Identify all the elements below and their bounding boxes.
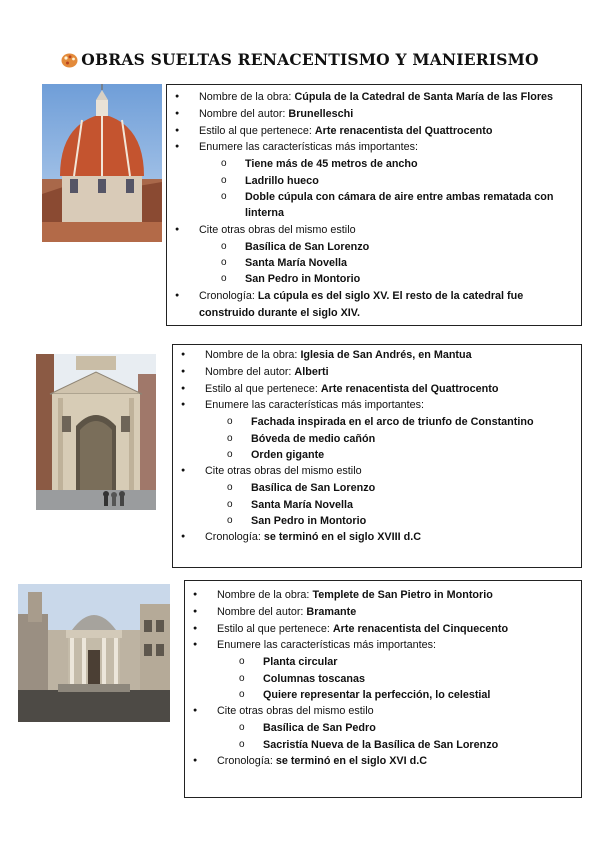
characteristic-item: o Bóveda de medio cañón (205, 431, 581, 447)
characteristic-item: o Doble cúpula con cámara de aire entre ambas rematada con linterna (199, 189, 581, 222)
characteristic-item: o Columnas toscanas (217, 671, 581, 687)
church-facade-photo (36, 354, 156, 510)
other-work-item: o Sacristía Nueva de la Basílica de San Lorenzo (217, 737, 581, 753)
other-work-item: o Basílica de San Lorenzo (205, 480, 581, 496)
work-chronology-item: ● Cronología: La cúpula es del siglo XV. El resto de la catedral fue construido durante el siglo XIV. (167, 288, 581, 322)
work-name-item: ● Nombre de la obra: Templete de San Pietro in Montorio (185, 587, 581, 604)
work-others-item: ● Cite otras obras del mismo estilo o Basílica de San Pedro o Sacristía Nueva de la Basílica de San Lorenzo (185, 703, 581, 753)
other-work-item: o San Pedro in Montorio (199, 271, 581, 287)
page-title: OBRAS SUELTAS RENACENTISMO Y MANIERISMO (0, 50, 600, 72)
cathedral-dome-photo (42, 84, 162, 242)
work-author-item: ● Nombre del autor: Bramante (185, 604, 581, 621)
other-work-item: o San Pedro in Montorio (205, 513, 581, 529)
work-style-item: ● Estilo al que pertenece: Arte renacentista del Cinquecento (185, 621, 581, 638)
work-author-item: ● Nombre del autor: Alberti (173, 364, 581, 381)
work-style-item: ● Estilo al que pertenece: Arte renacentista del Quattrocento (173, 381, 581, 398)
characteristic-item: o Fachada inspirada en el arco de triunfo de Constantino (205, 414, 581, 430)
work-characteristics-item: ● Enumere las características más importantes: o Tiene más de 45 metros de ancho o Ladrillo hueco o Doble cúpula con cámara de aire entre ambas rematada con linterna (167, 139, 581, 221)
palette-icon (61, 53, 78, 72)
other-work-item: o Basílica de San Lorenzo (199, 239, 581, 255)
work-1-info-box (166, 84, 582, 326)
other-work-item: o Santa María Novella (205, 497, 581, 513)
work-chronology-item: ● Cronología: se terminó en el siglo XVIII d.C (173, 529, 581, 546)
work-others-item: ● Cite otras obras del mismo estilo o Basílica de San Lorenzo o Santa María Novella o San Pedro in Montorio (167, 222, 581, 288)
other-work-item: o Santa María Novella (199, 255, 581, 271)
characteristic-item: o Ladrillo hueco (199, 173, 581, 189)
characteristic-item: o Tiene más de 45 metros de ancho (199, 156, 581, 172)
work-3-info-box (184, 580, 582, 798)
work-characteristics-item: ● Enumere las características más importantes: o Fachada inspirada en el arco de triunfo de Constantino o Bóveda de medio cañón o Orden gigante (173, 397, 581, 463)
characteristic-item: o Planta circular (217, 654, 581, 670)
characteristic-item: o Quiere representar la perfección, lo celestial (217, 687, 581, 703)
work-others-item: ● Cite otras obras del mismo estilo o Basílica de San Lorenzo o Santa María Novella o San Pedro in Montorio (173, 463, 581, 529)
work-style-item: ● Estilo al que pertenece: Arte renacentista del Quattrocento (167, 123, 581, 140)
work-characteristics-item: ● Enumere las características más importantes: o Planta circular o Columnas toscanas o Quiere representar la perfección, lo celestial (185, 637, 581, 703)
work-name-item: ● Nombre de la obra: Iglesia de San Andrés, en Mantua (173, 347, 581, 364)
work-chronology-item: ● Cronología: se terminó en el siglo XVI d.C (185, 753, 581, 770)
work-author-item: ● Nombre del autor: Brunelleschi (167, 106, 581, 123)
work-name-item: ● Nombre de la obra: Cúpula de la Catedral de Santa María de las Flores (167, 89, 581, 106)
characteristic-item: o Orden gigante (205, 447, 581, 463)
other-work-item: o Basílica de San Pedro (217, 720, 581, 736)
tempietto-photo (18, 584, 170, 722)
work-2-info-box (172, 344, 582, 568)
